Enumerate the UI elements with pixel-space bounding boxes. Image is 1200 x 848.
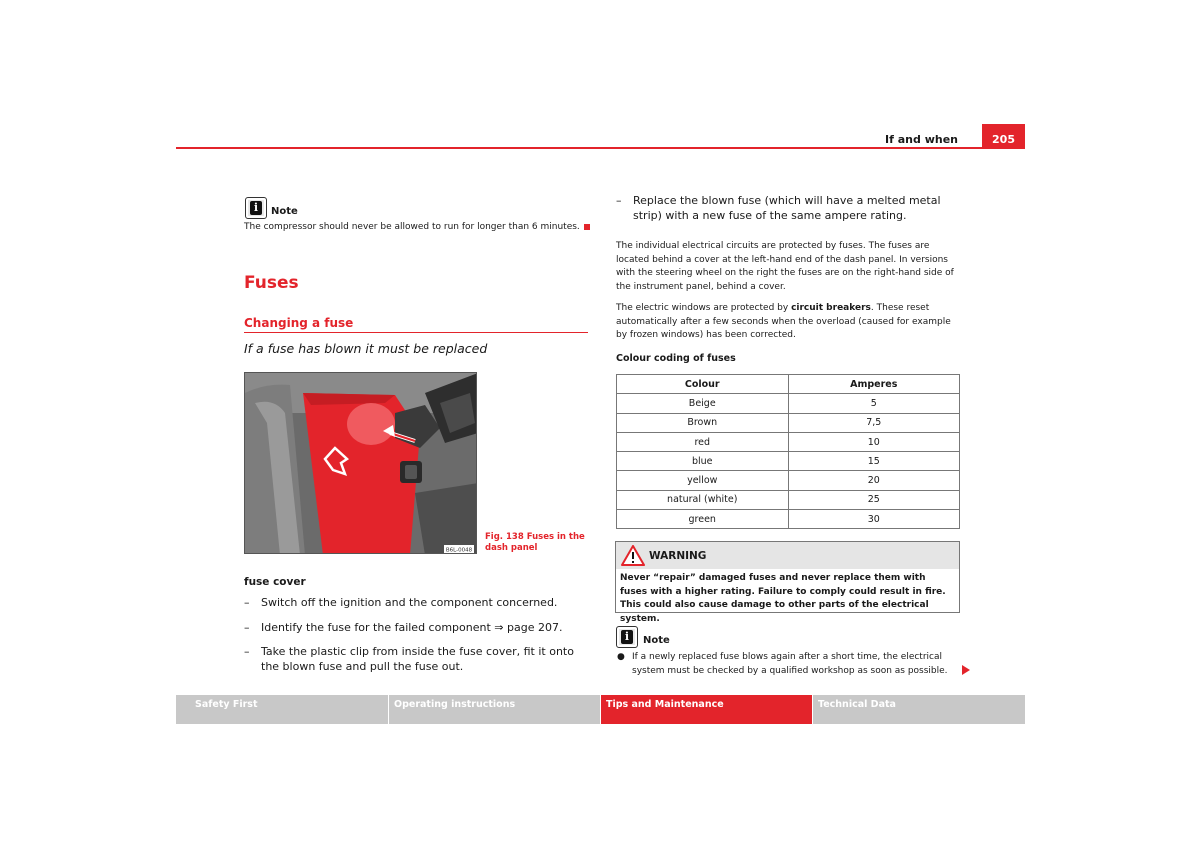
step-item: – Identify the fuse for the failed component ⇒ page 207. bbox=[244, 620, 589, 635]
note-text: ● If a newly replaced fuse blows again after a short time, the electrical system must be checked by a qualified workshop as soon as possible. bbox=[617, 652, 948, 676]
table-cell: green bbox=[617, 510, 789, 529]
footer-tab-safety-first: Safety First bbox=[176, 695, 388, 724]
table-row bbox=[617, 452, 960, 471]
table-row bbox=[617, 490, 960, 509]
fuse-panel-figure bbox=[244, 372, 477, 554]
warning-triangle-icon bbox=[621, 545, 645, 566]
table-cell: 30 bbox=[788, 510, 960, 529]
table-row bbox=[617, 413, 960, 432]
intro-italic: If a fuse has blown it must be replaced bbox=[244, 341, 488, 356]
step-item: – Replace the blown fuse (which will have a melted metal strip) with a new fuse of the same ampere rating. bbox=[616, 193, 961, 223]
header-rule bbox=[176, 147, 1025, 149]
table-cell: Brown bbox=[617, 413, 789, 432]
table-cell: 7,5 bbox=[788, 413, 960, 432]
table-cell: 10 bbox=[788, 432, 960, 451]
step-item: – Switch off the ignition and the component concerned. bbox=[244, 595, 589, 610]
table-row bbox=[617, 471, 960, 490]
warning-header bbox=[616, 542, 959, 569]
subsection-title: Changing a fuse bbox=[244, 316, 354, 330]
table-cell: 20 bbox=[788, 471, 960, 490]
warning-box bbox=[615, 541, 960, 624]
footer-tab-operating-instructions: Operating instructions bbox=[389, 695, 600, 724]
fuses-paragraph: The individual electrical circuits are protected by fuses. The fuses are located behind a cover at the left-hand end of the dash panel. In versions with the steering wheel on the right the fuses are on the right-hand side of the instrument panel, behind a cover. bbox=[616, 241, 954, 292]
warning-title: WARNING bbox=[649, 550, 707, 562]
note-text: The compressor should never be allowed to run for longer than 6 minutes. bbox=[244, 221, 594, 235]
end-marker-icon bbox=[584, 224, 590, 230]
note-label: Note bbox=[271, 206, 298, 217]
page-number: 205 bbox=[982, 124, 1025, 148]
figure-code: B6L-0048 bbox=[445, 547, 473, 554]
colour-coding-title: Colour coding of fuses bbox=[616, 353, 736, 364]
footer-tab-technical-data: Technical Data bbox=[813, 695, 1025, 724]
fuse-colour-table bbox=[616, 374, 960, 529]
table-header-row bbox=[617, 375, 960, 394]
note-icon: i bbox=[616, 626, 638, 648]
table-cell: yellow bbox=[617, 471, 789, 490]
note-icon: i bbox=[245, 197, 267, 219]
table-cell: 15 bbox=[788, 452, 960, 471]
column-header: Amperes bbox=[788, 375, 960, 394]
table-cell: red bbox=[617, 432, 789, 451]
step-item: – Take the plastic clip from inside the fuse cover, fit it onto the blown fuse and pull the fuse out. bbox=[244, 644, 589, 674]
table-row bbox=[617, 394, 960, 413]
table-cell: blue bbox=[617, 452, 789, 471]
table-cell: 5 bbox=[788, 394, 960, 413]
table-row bbox=[617, 510, 960, 529]
table-row bbox=[617, 432, 960, 451]
running-header-title: If and when bbox=[885, 133, 958, 146]
next-page-arrow-icon bbox=[962, 665, 970, 675]
table-cell: Beige bbox=[617, 394, 789, 413]
table-cell: 25 bbox=[788, 490, 960, 509]
figure-caption: Fig. 138 Fuses in the dash panel bbox=[485, 532, 585, 553]
column-header: Colour bbox=[617, 375, 789, 394]
bullet-icon: ● bbox=[617, 652, 625, 662]
table-cell: natural (white) bbox=[617, 490, 789, 509]
dash-panel-illustration bbox=[245, 373, 477, 554]
note-label: Note bbox=[643, 635, 670, 646]
warning-text: Never “repair” damaged fuses and never replace them with fuses with a higher rating. Failure to comply could result in fire. This could also cause damage to other parts of the electrical system. bbox=[620, 573, 946, 624]
footer-tab-tips-and-maintenance: Tips and Maintenance bbox=[601, 695, 812, 724]
fuse-cover-label: fuse cover bbox=[244, 576, 306, 588]
section-title: Fuses bbox=[244, 273, 299, 293]
subsection-rule bbox=[244, 332, 588, 333]
circuit-breakers-paragraph: The electric windows are protected by circuit breakers. These reset automatically after a few seconds when the overload (caused for example by frozen windows) has been corrected. bbox=[616, 303, 951, 340]
